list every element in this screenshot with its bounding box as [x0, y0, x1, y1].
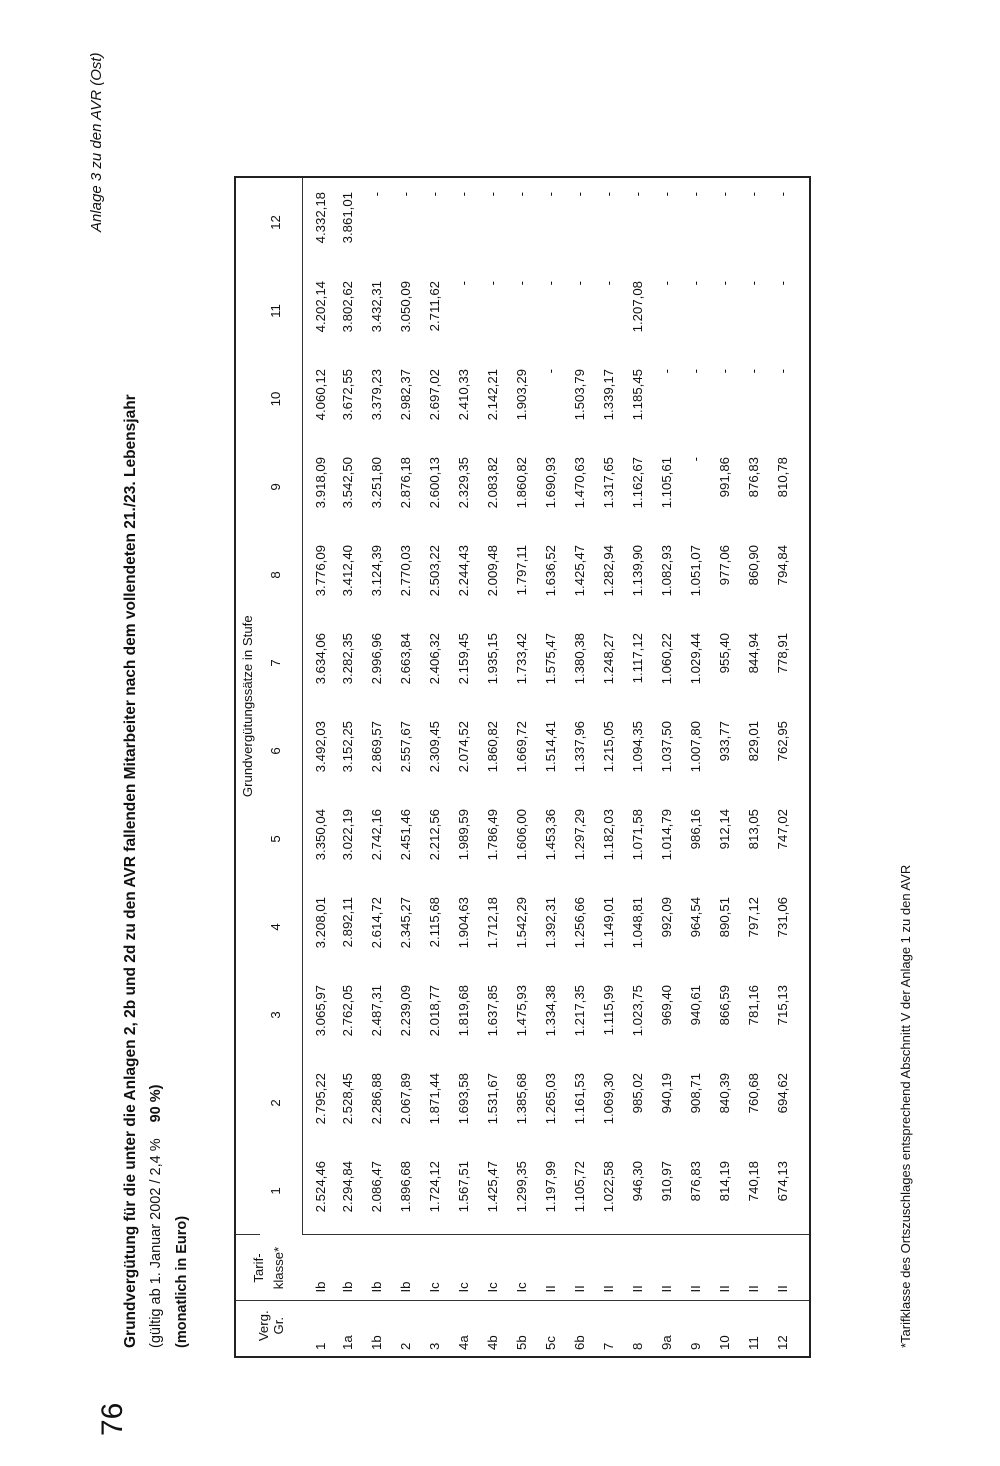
cell-verg-gr: 4a	[456, 1335, 471, 1350]
cell-value: 1.334,38	[543, 985, 558, 1037]
table-row	[717, 177, 746, 1357]
cell-value: 2.345,27	[398, 897, 413, 949]
header-stufe-5: 5	[260, 795, 303, 883]
cell-value: -	[514, 281, 529, 286]
cell-value: 3.672,55	[340, 369, 355, 421]
header-stufe-11: 11	[260, 267, 303, 355]
cell-value: 781,16	[746, 985, 761, 1026]
table-row	[630, 177, 659, 1357]
cell-value: 1.162,67	[630, 457, 645, 509]
header-verg-gr: Verg. Gr.	[256, 1310, 287, 1342]
table-row	[659, 177, 688, 1357]
cell-value: 912,14	[717, 809, 732, 850]
cell-value: 1.712,18	[485, 897, 500, 949]
cell-value: 969,40	[659, 985, 674, 1026]
header-tarifklasse: Tarif-klasse*	[235, 1235, 303, 1301]
cell-value: -	[688, 457, 703, 462]
cell-value: 876,83	[746, 457, 761, 498]
cell-value: 1.606,00	[514, 809, 529, 861]
cell-value: 3.918,09	[313, 457, 328, 509]
cell-value: 1.871,44	[427, 1073, 442, 1125]
cell-value: 1.149,01	[601, 897, 616, 949]
cell-value: 1.636,52	[543, 545, 558, 597]
header-stufe-3: 3	[260, 971, 303, 1059]
cell-value: -	[659, 369, 674, 374]
cell-verg-gr: 1b	[369, 1335, 384, 1350]
table-row	[543, 177, 572, 1357]
cell-value: 908,71	[688, 1073, 703, 1114]
cell-value: 1.060,22	[659, 633, 674, 685]
cell-value: 2.239,09	[398, 985, 413, 1037]
header-stufe-7: 7	[260, 619, 303, 707]
cell-value: 844,94	[746, 633, 761, 674]
cell-value: -	[398, 192, 413, 197]
cell-value: 3.412,40	[340, 545, 355, 597]
cell-value: -	[543, 369, 558, 374]
header-stufe-2: 2	[260, 1059, 303, 1147]
cell-value: 2.451,46	[398, 809, 413, 861]
cell-value: 1.217,35	[572, 985, 587, 1037]
cell-verg-gr: 7	[601, 1342, 616, 1350]
cell-verg-gr: 9a	[659, 1335, 674, 1350]
cell-value: -	[601, 192, 616, 197]
cell-value: 2.869,57	[369, 721, 384, 773]
cell-value: 3.065,97	[313, 985, 328, 1037]
cell-tarifklasse: Ib	[369, 1235, 398, 1301]
cell-value: 1.380,38	[572, 633, 587, 685]
cell-value: 2.009,48	[485, 545, 500, 597]
cell-value: 2.406,32	[427, 633, 442, 685]
table-row	[601, 177, 630, 1357]
cell-value: 1.470,63	[572, 457, 587, 509]
annex-label: Anlage 3 zu den AVR (Ost)	[88, 52, 105, 232]
stufe-number-row	[260, 177, 303, 1357]
cell-value: 731,06	[775, 897, 790, 938]
cell-value: -	[485, 192, 500, 197]
cell-value: 3.124,39	[369, 545, 384, 597]
cell-value: 1.022,58	[601, 1147, 630, 1235]
footnote: *Tarifklasse des Ortszuschlages entsprechend Abschnitt V der Anlage 1 zu den AVR	[898, 864, 913, 1348]
cell-value: 762,95	[775, 721, 790, 762]
cell-value: 1.724,12	[427, 1147, 456, 1235]
cell-value: 3.350,04	[313, 809, 328, 861]
cell-value: 1.860,82	[514, 457, 529, 509]
cell-value: 2.557,67	[398, 721, 413, 773]
cell-value: -	[456, 281, 471, 286]
salary-table	[234, 176, 811, 1358]
cell-value: 933,77	[717, 721, 732, 762]
cell-tarifklasse: Ib	[303, 1235, 341, 1301]
validity-text: (gültig ab 1. Januar 2002 / 2,4 %	[148, 1138, 164, 1348]
cell-value: 1.637,85	[485, 985, 500, 1037]
cell-value: 840,39	[717, 1073, 732, 1114]
cell-value: 1.475,93	[514, 985, 529, 1037]
cell-value: 985,02	[630, 1073, 645, 1114]
cell-value: 1.514,41	[543, 721, 558, 773]
cell-tarifklasse: II	[601, 1235, 630, 1301]
cell-value: 1.935,15	[485, 633, 500, 685]
cell-value: 3.251,80	[369, 457, 384, 509]
cell-tarifklasse: Ic	[456, 1235, 485, 1301]
cell-value: 2.115,68	[427, 897, 442, 948]
cell-value: 1.007,80	[688, 721, 703, 773]
cell-value: 2.711,62	[427, 281, 442, 332]
cell-value: 1.197,99	[543, 1147, 572, 1235]
cell-value: 2.503,22	[427, 545, 442, 597]
cell-tarifklasse: II	[746, 1235, 775, 1301]
cell-value: 2.663,84	[398, 633, 413, 685]
cell-value: 2.067,89	[398, 1073, 413, 1125]
cell-value: -	[775, 281, 790, 286]
cell-value: 986,16	[688, 809, 703, 850]
cell-value: 2.892,11	[340, 897, 355, 948]
salary-table-body	[303, 177, 811, 1357]
cell-value: -	[659, 192, 674, 197]
cell-value: 1.453,36	[543, 809, 558, 861]
cell-value: 1.904,63	[456, 897, 471, 949]
cell-value: -	[630, 192, 645, 197]
cell-value: 2.212,56	[427, 809, 442, 861]
cell-value: -	[775, 192, 790, 197]
header-stufe-4: 4	[260, 883, 303, 971]
cell-value: 991,86	[717, 457, 732, 498]
cell-value: -	[688, 192, 703, 197]
cell-value: 3.776,09	[313, 545, 328, 597]
cell-value: 1.256,66	[572, 897, 587, 949]
cell-value: 3.208,01	[313, 897, 328, 949]
cell-value: 794,84	[775, 545, 790, 586]
cell-value: -	[717, 192, 732, 197]
cell-value: 740,18	[746, 1147, 775, 1235]
cell-tarifklasse: II	[659, 1235, 688, 1301]
table-row	[398, 177, 427, 1357]
cell-verg-gr: 1	[312, 1342, 328, 1350]
cell-value: 1.071,58	[630, 809, 645, 861]
cell-tarifklasse: II	[717, 1235, 746, 1301]
cell-value: 860,90	[746, 545, 761, 586]
cell-value: -	[514, 192, 529, 197]
cell-value: 2.795,22	[313, 1073, 328, 1125]
cell-value: 1.161,53	[572, 1073, 587, 1125]
table-row	[514, 177, 543, 1357]
cell-value: 1.105,61	[659, 457, 674, 509]
table-row	[369, 177, 398, 1357]
cell-value: 814,19	[717, 1147, 746, 1235]
header-stufe-12: 12	[260, 177, 303, 267]
cell-value: 1.819,68	[456, 985, 471, 1037]
cell-value: 778,91	[775, 633, 790, 674]
cell-value: 1.282,94	[601, 545, 616, 597]
cell-value: 1.023,75	[630, 985, 645, 1037]
cell-value: 1.182,03	[601, 809, 616, 861]
cell-value: -	[572, 192, 587, 197]
validity-line	[148, 1085, 164, 1348]
cell-value: 1.297,29	[572, 809, 587, 861]
cell-value: 1.531,67	[485, 1073, 500, 1125]
cell-value: 2.410,33	[456, 369, 471, 421]
cell-value: 876,83	[688, 1147, 717, 1235]
cell-value: 3.379,23	[369, 369, 384, 421]
cell-tarifklasse: Ic	[514, 1235, 543, 1301]
cell-value: 3.050,09	[398, 281, 413, 333]
cell-value: 1.139,90	[630, 545, 645, 597]
cell-value: 810,78	[775, 457, 790, 498]
cell-value: 866,59	[717, 985, 732, 1026]
table-row	[427, 177, 456, 1357]
cell-tarifklasse: II	[572, 1235, 601, 1301]
cell-value: 2.018,77	[427, 985, 442, 1037]
cell-verg-gr: 5b	[514, 1335, 529, 1350]
cell-value: 3.802,62	[340, 281, 355, 333]
cell-value: 797,12	[746, 897, 761, 938]
cell-value: 1.425,47	[572, 545, 587, 597]
cell-tarifklasse: II	[630, 1235, 659, 1301]
table-row	[572, 177, 601, 1357]
cell-value: -	[688, 281, 703, 286]
cell-value: 3.542,50	[340, 457, 355, 509]
cell-value: 2.487,31	[369, 985, 384, 1037]
cell-value: 829,01	[746, 721, 761, 762]
cell-value: -	[369, 192, 384, 197]
table-row	[456, 177, 485, 1357]
cell-value: 2.876,18	[398, 457, 413, 509]
cell-value: 1.185,45	[630, 369, 645, 421]
cell-verg-gr: 3	[427, 1342, 442, 1350]
cell-value: 1.385,68	[514, 1073, 529, 1125]
cell-value: 2.159,45	[456, 633, 471, 685]
cell-tarifklasse: II	[688, 1235, 717, 1301]
cell-value: 1.896,68	[398, 1147, 427, 1235]
cell-value: 1.989,59	[456, 809, 471, 861]
cell-value: 1.215,05	[601, 721, 616, 773]
cell-value: 1.048,81	[630, 897, 645, 949]
cell-tarifklasse: Ic	[485, 1235, 514, 1301]
cell-value: 2.309,45	[427, 721, 442, 773]
cell-value: 964,54	[688, 897, 703, 938]
cell-value: 4.060,12	[313, 369, 328, 421]
table-row	[340, 177, 369, 1357]
cell-verg-gr: 6b	[572, 1335, 587, 1350]
cell-value: 1.117,12	[630, 633, 645, 684]
cell-value: 760,68	[746, 1073, 761, 1114]
cell-value: 1.797,11	[514, 545, 529, 596]
cell-value: 2.742,16	[369, 809, 384, 861]
cell-value: 2.142,21	[485, 369, 500, 421]
cell-value: 1.567,51	[456, 1147, 485, 1235]
table-row	[485, 177, 514, 1357]
cell-value: 1.392,31	[543, 897, 558, 949]
cell-value: 2.770,03	[398, 545, 413, 597]
cell-value: 747,02	[775, 809, 790, 850]
validity-percentage: 90 %)	[148, 1084, 164, 1123]
cell-value: 2.524,46	[303, 1147, 341, 1235]
cell-value: 2.528,45	[340, 1073, 355, 1125]
cell-value: 813,05	[746, 809, 761, 850]
cell-value: 1.425,47	[485, 1147, 514, 1235]
cell-verg-gr: 9	[688, 1342, 703, 1350]
cell-value: 1.339,17	[601, 369, 616, 421]
cell-value: 1.299,35	[514, 1147, 543, 1235]
cell-verg-gr: 12	[775, 1335, 790, 1350]
cell-value: 3.432,31	[369, 281, 384, 333]
cell-value: -	[659, 281, 674, 286]
table-row	[746, 177, 775, 1357]
cell-value: -	[427, 192, 442, 197]
cell-value: -	[717, 369, 732, 374]
cell-value: 1.337,96	[572, 721, 587, 773]
cell-value: 1.903,29	[514, 369, 529, 421]
cell-value: 1.051,07	[688, 545, 703, 597]
header-stufe-group: Grundvergütungssätze in Stufe	[235, 177, 260, 1235]
header-stufe-1: 1	[260, 1147, 303, 1235]
cell-value: 2.329,35	[456, 457, 471, 509]
cell-tarifklasse: Ic	[427, 1235, 456, 1301]
table-row	[688, 177, 717, 1357]
cell-value: 694,62	[775, 1073, 790, 1114]
cell-value: 3.022,19	[340, 809, 355, 861]
cell-value: 2.074,52	[456, 721, 471, 773]
cell-value: 1.248,27	[601, 633, 616, 685]
cell-value: 2.286,88	[369, 1073, 384, 1125]
unit-note: (monatlich in Euro)	[174, 1215, 190, 1348]
cell-tarifklasse: Ib	[340, 1235, 369, 1301]
cell-value: 1.069,30	[601, 1073, 616, 1125]
cell-value: 674,13	[775, 1147, 810, 1235]
cell-value: 992,09	[659, 897, 674, 938]
cell-value: 2.762,05	[340, 985, 355, 1037]
cell-value: 2.294,84	[340, 1147, 369, 1235]
cell-value: 1.105,72	[572, 1147, 601, 1235]
cell-value: 4.202,14	[313, 281, 328, 333]
cell-value: 1.029,44	[688, 633, 703, 685]
cell-value: 1.094,35	[630, 721, 645, 773]
cell-value: -	[543, 192, 558, 197]
cell-value: 2.996,96	[369, 633, 384, 685]
cell-value: -	[746, 281, 761, 286]
cell-value: 1.786,49	[485, 809, 500, 861]
table-row	[303, 177, 341, 1357]
header-stufe-9: 9	[260, 443, 303, 531]
cell-value: 3.152,25	[340, 721, 355, 773]
cell-value: 1.693,58	[456, 1073, 471, 1125]
cell-value: 1.669,72	[514, 721, 529, 773]
cell-tarifklasse: II	[543, 1235, 572, 1301]
cell-value: -	[543, 281, 558, 286]
cell-value: 1.037,50	[659, 721, 674, 773]
cell-value: -	[456, 192, 471, 197]
page-title: Grundvergütung für die unter die Anlagen 2, 2b und 2d zu den AVR fallenden Mitarbeiter nach dem vollendeten 21./23. Lebensjahr	[122, 394, 139, 1348]
cell-verg-gr: 11	[746, 1336, 761, 1350]
cell-verg-gr: 8	[630, 1342, 645, 1350]
cell-tarifklasse: Ib	[398, 1235, 427, 1301]
cell-tarifklasse: II	[775, 1235, 810, 1301]
cell-value: 1.503,79	[572, 369, 587, 421]
cell-value: 715,13	[775, 985, 790, 1026]
cell-value: 4.332,18	[313, 192, 328, 244]
header-stufe-10: 10	[260, 355, 303, 443]
cell-value: 2.614,72	[369, 897, 384, 949]
cell-value: 940,61	[688, 985, 703, 1026]
cell-value: 1.690,93	[543, 457, 558, 509]
cell-value: -	[746, 369, 761, 374]
cell-value: 3.634,06	[313, 633, 328, 685]
header-stufe-6: 6	[260, 707, 303, 795]
cell-value: 1.207,08	[630, 281, 645, 333]
cell-value: 910,97	[659, 1147, 688, 1235]
cell-value: -	[485, 281, 500, 286]
header-stufe-8: 8	[260, 531, 303, 619]
cell-value: 2.600,13	[427, 457, 442, 509]
cell-value: 3.282,35	[340, 633, 355, 685]
cell-value: -	[717, 281, 732, 286]
cell-value: 2.083,82	[485, 457, 500, 509]
cell-value: 1.265,03	[543, 1073, 558, 1125]
cell-value: 1.733,42	[514, 633, 529, 685]
cell-verg-gr: 4b	[485, 1335, 500, 1350]
cell-value: 890,51	[717, 897, 732, 938]
cell-value: 1.082,93	[659, 545, 674, 597]
cell-value: 3.492,03	[313, 721, 328, 773]
cell-value: 940,19	[659, 1073, 674, 1114]
cell-value: -	[601, 281, 616, 286]
cell-value: 946,30	[630, 1147, 659, 1235]
cell-value: 1.014,79	[659, 809, 674, 861]
cell-value: 1.860,82	[485, 721, 500, 773]
cell-value: 1.575,47	[543, 633, 558, 685]
cell-value: 2.697,02	[427, 369, 442, 421]
cell-value: 2.086,47	[369, 1147, 398, 1235]
table-row	[775, 177, 810, 1357]
cell-value: 2.244,43	[456, 545, 471, 597]
cell-value: -	[775, 369, 790, 374]
cell-value: 1.115,99	[601, 985, 616, 1036]
cell-value: 3.861,01	[340, 192, 355, 244]
cell-value: 1.542,29	[514, 897, 529, 949]
cell-value: 1.317,65	[601, 457, 616, 509]
cell-value: -	[688, 369, 703, 374]
cell-value: 2.982,37	[398, 369, 413, 421]
cell-value: 977,06	[717, 545, 732, 586]
cell-value: 955,40	[717, 633, 732, 674]
cell-verg-gr: 2	[398, 1342, 413, 1350]
page-number: 76	[96, 1402, 129, 1436]
cell-verg-gr: 5c	[543, 1336, 558, 1350]
cell-verg-gr: 1a	[340, 1335, 355, 1350]
cell-value: -	[746, 192, 761, 197]
cell-verg-gr: 10	[717, 1335, 732, 1350]
cell-value: -	[572, 281, 587, 286]
